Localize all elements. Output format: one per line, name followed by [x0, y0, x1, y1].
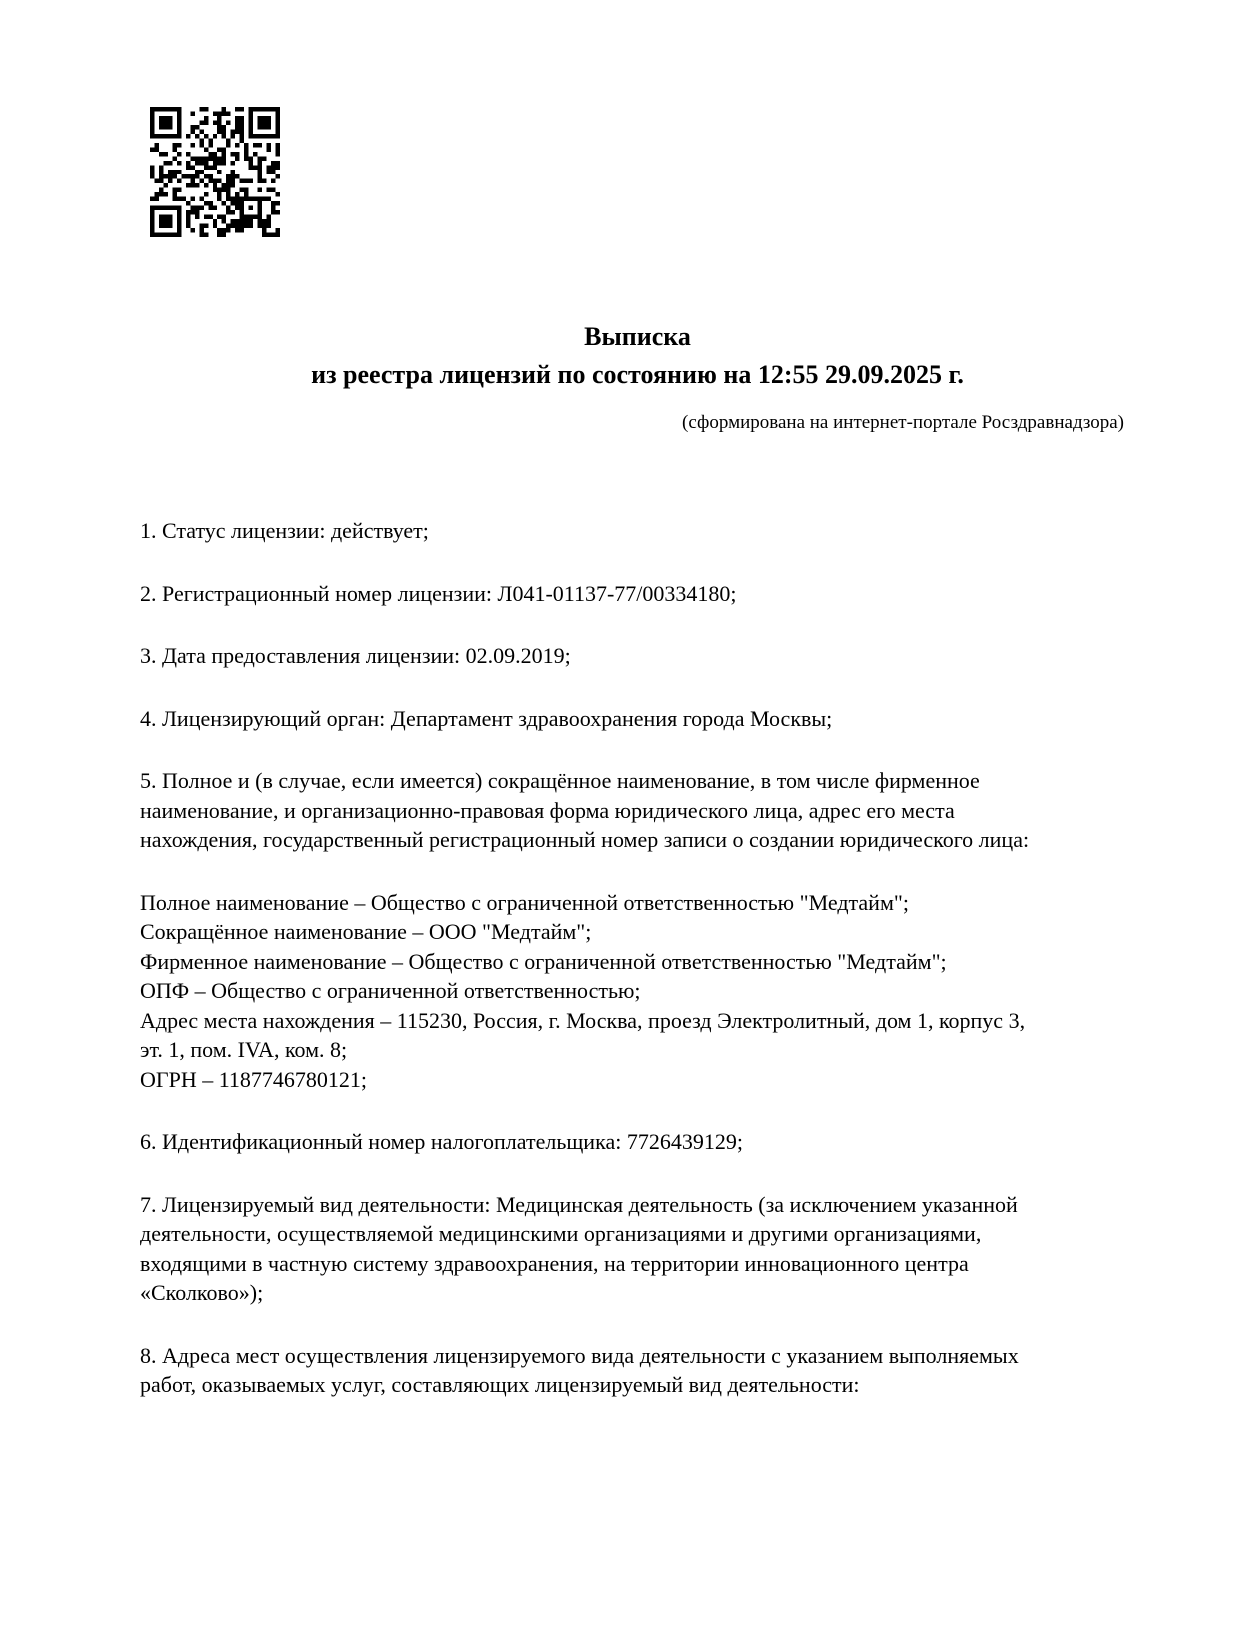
paragraph-item5-intro — [140, 766, 1145, 855]
document-body — [140, 516, 1145, 1400]
text-line: 2. Регистрационный номер лицензии: Л041-01137-77/00334180; — [140, 580, 737, 606]
text-line: Сокращённое наименование – ООО "Медтайм"; — [140, 919, 592, 944]
text-line: 8. Адреса мест осуществления лицензируемого вида деятельности с указанием выполняемых — [140, 1342, 1019, 1368]
text-line: Полное наименование – Общество с ограниченной ответственностью "Медтайм"; — [140, 889, 909, 915]
qr-code-image — [150, 107, 280, 237]
text-line: Адрес места нахождения – 115230, Россия, г. Москва, проезд Электролитный, дом 1, корпус 3, — [140, 1007, 1026, 1033]
document-title — [140, 318, 1135, 394]
document-subtitle: (сформирована на интернет-портале Росздравнадзора) — [682, 412, 1124, 433]
text-line: наименование, и организационно-правовая форма юридического лица, адрес его места — [140, 797, 955, 823]
text-line: эт. 1, пом. IVA, ком. 8; — [140, 1037, 348, 1062]
title-line-2: из реестра лицензий по состоянию на 12:55 29.09.2025 г. — [311, 360, 964, 389]
qr-code — [150, 107, 280, 237]
text-line: 6. Идентификационный номер налогоплательщика: 7726439129; — [140, 1129, 743, 1154]
paragraph-registration-number — [140, 579, 1145, 609]
text-line: работ, оказываемых услуг, составляющих лицензируемый вид деятельности: — [140, 1372, 860, 1397]
text-line: 3. Дата предоставления лицензии: 02.09.2019; — [140, 643, 571, 668]
title-line-1: Выписка — [584, 322, 691, 351]
paragraph-license-status — [140, 516, 1145, 546]
paragraph-grant-date — [140, 641, 1145, 671]
text-line: Фирменное наименование – Общество с ограниченной ответственностью "Медтайм"; — [140, 948, 947, 974]
text-line: ОГРН – 1187746780121; — [140, 1066, 368, 1092]
text-line: нахождения, государственный регистрационный номер записи о создании юридического лица: — [140, 827, 1030, 852]
text-line: ОПФ – Общество с ограниченной ответственностью; — [140, 978, 641, 1003]
paragraph-licensed-activity — [140, 1190, 1145, 1308]
text-line: 1. Статус лицензии: действует; — [140, 518, 429, 543]
text-line: «Сколково»); — [140, 1280, 264, 1305]
text-line: 7. Лицензируемый вид деятельности: Медицинская деятельность (за исключением указанной — [140, 1191, 1018, 1217]
text-line: 4. Лицензирующий орган: Департамент здравоохранения города Москвы; — [140, 705, 833, 731]
text-line: 5. Полное и (в случае, если имеется) сокращённое наименование, в том числе фирменное — [140, 768, 980, 793]
paragraph-organization-details — [140, 888, 1145, 1095]
paragraph-licensing-authority — [140, 704, 1145, 734]
paragraph-taxpayer-number — [140, 1127, 1145, 1157]
text-line: деятельности, осуществляемой медицинскими организациями и другими организациями, — [140, 1221, 982, 1246]
paragraph-activity-addresses-intro — [140, 1341, 1145, 1400]
text-line: входящими в частную систему здравоохранения, на территории инновационного центра — [140, 1250, 969, 1276]
